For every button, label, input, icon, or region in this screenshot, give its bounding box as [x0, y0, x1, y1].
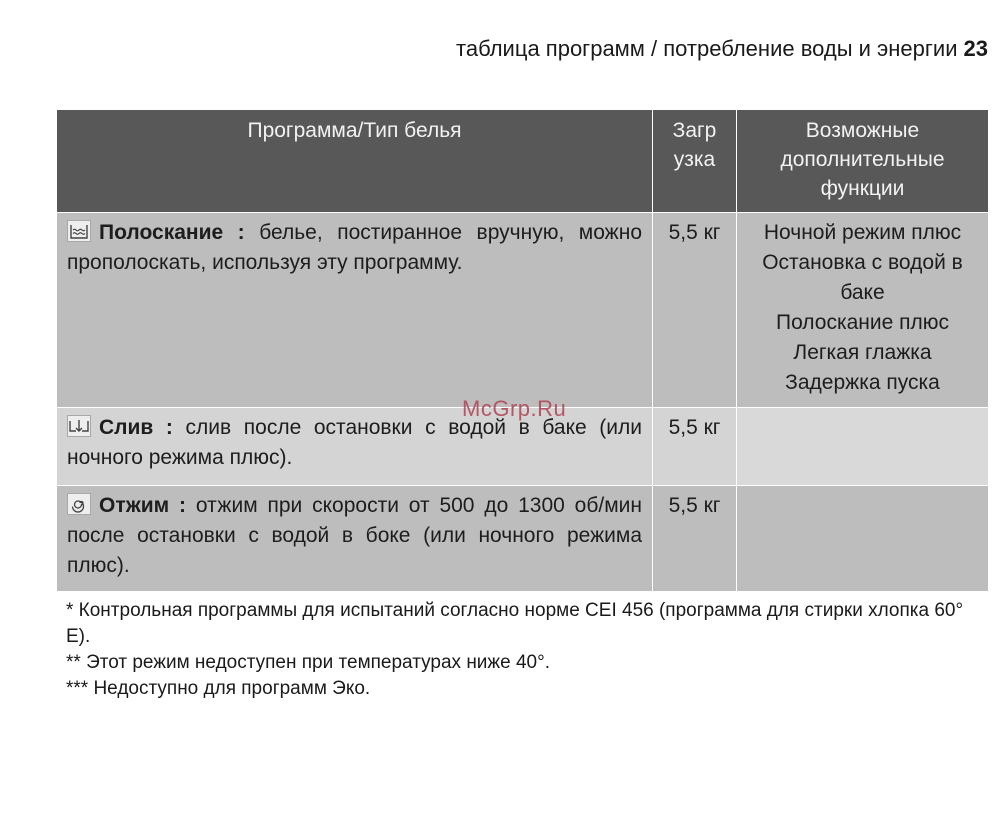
rinse-icon	[67, 220, 91, 242]
footnote: * Контрольная программы для испытаний согласно норме CEI 456 (программа для стирки хлопка 60° E).	[66, 600, 964, 647]
table-header-row	[57, 110, 989, 213]
program-name: Слив :	[99, 416, 173, 439]
functions-cell	[737, 213, 989, 408]
program-cell-rinse	[57, 213, 653, 408]
load-cell: 5,5 кг	[653, 213, 737, 408]
function-item: Легкая глажка	[793, 341, 932, 364]
page-number: 23	[963, 36, 988, 61]
functions-cell	[737, 408, 989, 486]
footnotes	[66, 598, 986, 702]
page-header	[456, 36, 988, 62]
load-cell: 5,5 кг	[653, 408, 737, 486]
footnote: *** Недоступно для программ Эко.	[66, 678, 371, 699]
footnote: ** Этот режим недоступен при температурах ниже 40°.	[66, 652, 550, 673]
program-name: Полоскание :	[99, 221, 245, 244]
spin-icon	[67, 493, 91, 515]
load-cell: 5,5 кг	[653, 486, 737, 592]
program-table	[56, 109, 989, 592]
table-row	[57, 213, 989, 408]
function-item: Задержка пуска	[785, 371, 940, 394]
program-description: белье, постиранное вручную, можно прополоскать, используя эту программу.	[67, 221, 643, 274]
drain-icon	[67, 415, 91, 437]
watermark: McGrp.Ru	[462, 396, 567, 421]
functions-cell	[737, 486, 989, 592]
function-item: Остановка с водой в баке	[762, 251, 963, 304]
program-name: Отжим :	[99, 494, 187, 517]
page-header-title: таблица программ / потребление воды и энергии	[456, 36, 958, 61]
column-header-functions: Возможные дополнительные функции	[737, 110, 989, 213]
program-cell-spin	[57, 486, 653, 592]
program-description: отжим при скорости от 500 до 1300 об/мин после остановки с водой в боке (или ночного режима плюс).	[67, 494, 642, 577]
column-header-program: Программа/Тип белья	[57, 110, 653, 213]
function-item: Полоскание плюс	[775, 311, 950, 334]
column-header-load: Загр узка	[653, 110, 737, 213]
program-description: слив после остановки с водой в баке (или ночного режима плюс).	[67, 416, 643, 469]
table-row	[57, 486, 989, 592]
function-item: Ночной режим плюс	[763, 221, 962, 244]
